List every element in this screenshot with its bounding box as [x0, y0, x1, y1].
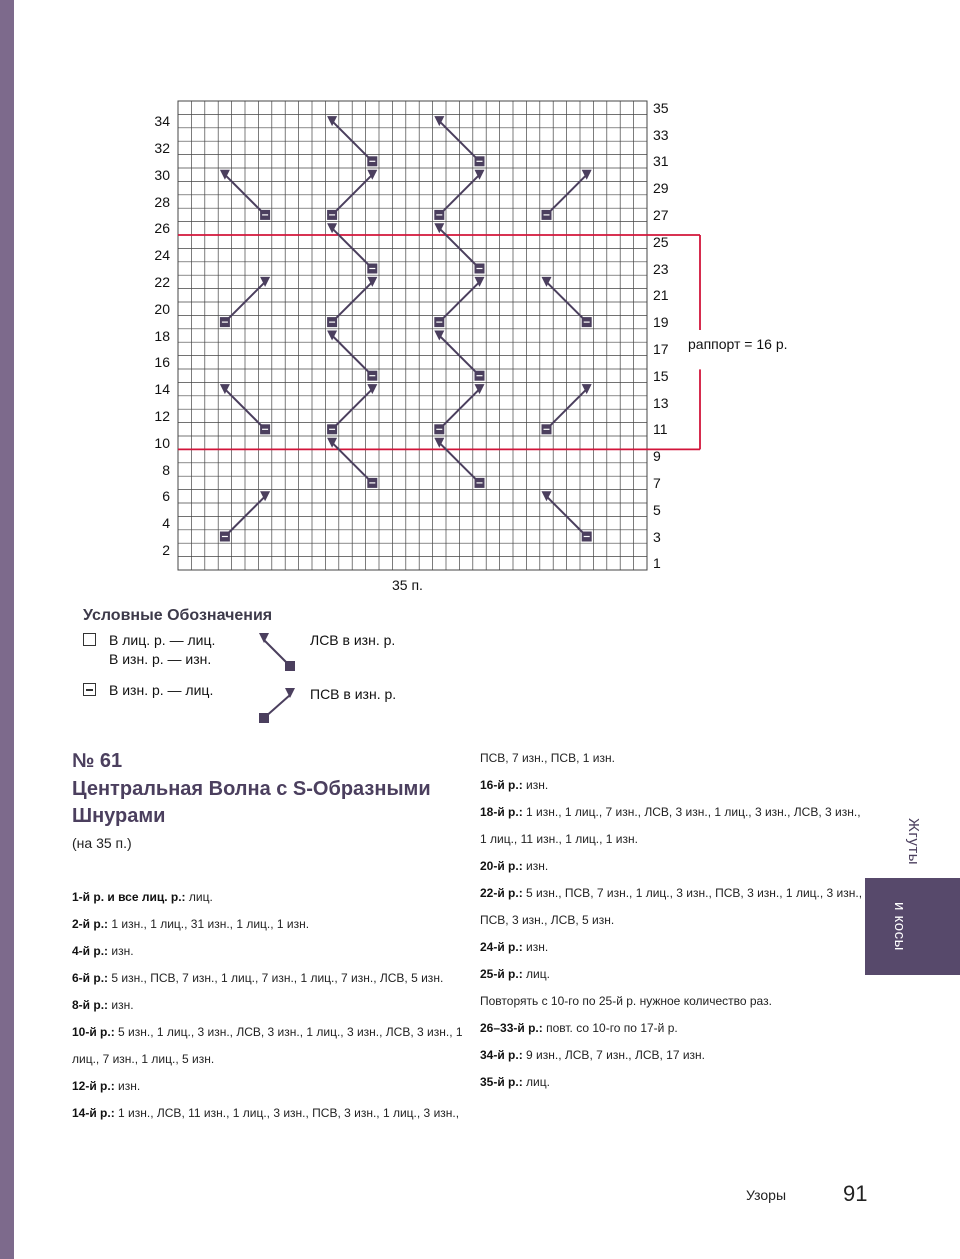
row-number-left: 24 — [154, 247, 170, 264]
row-number-right: 11 — [653, 421, 668, 438]
knit-stitch-icon — [83, 633, 96, 646]
row-number-right: 19 — [653, 314, 669, 331]
row-number-right: 29 — [653, 180, 669, 197]
row-number-left: 14 — [154, 381, 170, 398]
instruction-row-label: 4-й р.: — [72, 944, 109, 958]
instruction-line — [480, 853, 870, 880]
row-number-right: 1 — [653, 555, 661, 572]
row-number-left: 10 — [154, 434, 170, 451]
instruction-text: изн. — [108, 998, 134, 1012]
stitch-count-label: 35 п. — [392, 577, 423, 593]
instruction-text: 1 изн., 1 лиц., 7 изн., ЛСВ, 3 изн., 1 лиц., 3 изн., ЛСВ, 3 изн., 1 лиц., 11 изн., 1 лиц., 1 изн. — [480, 805, 861, 846]
instruction-line — [480, 772, 870, 799]
instruction-row-label: 35-й р.: — [480, 1075, 523, 1089]
legend-knit-line1: В лиц. р. — лиц. — [109, 632, 216, 648]
lsv-cable-icon — [250, 630, 300, 730]
instruction-row-label: 1-й р. и все лиц. р.: — [72, 890, 186, 904]
instruction-line — [480, 1042, 870, 1069]
instruction-row-label: 18-й р.: — [480, 805, 523, 819]
instructions-right-column — [480, 745, 870, 1096]
instruction-row-label: 24-й р.: — [480, 940, 523, 954]
instruction-text: повт. со 10-го по 17-й р. — [542, 1021, 678, 1035]
row-number-left: 32 — [154, 139, 170, 156]
instruction-text: лиц. — [522, 967, 550, 981]
chart-grid-border — [178, 101, 647, 570]
instruction-text: 5 изн., 1 лиц., 3 изн., ЛСВ, 3 изн., 1 лиц., 3 изн., ЛСВ, 3 изн., 1 лиц., 7 изн., 1 лиц., 5 изн. — [72, 1025, 463, 1066]
instruction-text: лиц. — [185, 890, 213, 904]
instruction-row-label: 16-й р.: — [480, 778, 523, 792]
row-number-right: 17 — [653, 340, 669, 357]
instruction-text: 9 изн., ЛСВ, 7 изн., ЛСВ, 17 изн. — [522, 1048, 706, 1062]
footer-section: Узоры — [746, 1187, 787, 1203]
instruction-line — [72, 1019, 472, 1073]
instruction-row-label: 34-й р.: — [480, 1048, 523, 1062]
row-number-right: 31 — [653, 153, 669, 170]
instruction-text: изн. — [522, 778, 549, 792]
row-number-left: 8 — [162, 461, 170, 478]
instruction-line — [480, 961, 870, 988]
instruction-line — [480, 988, 870, 1015]
instruction-text: 1 изн., ЛСВ, 11 изн., 1 лиц., 3 изн., ПСВ, 3 изн., 1 лиц., 3 изн., — [114, 1106, 460, 1120]
row-number-left: 6 — [162, 488, 170, 505]
row-number-left: 26 — [154, 220, 170, 237]
row-number-right: 15 — [653, 367, 669, 384]
instruction-line — [480, 880, 870, 934]
row-number-left: 22 — [154, 273, 170, 290]
instruction-line — [480, 745, 870, 772]
instruction-line — [72, 884, 472, 911]
pattern-title: Центральная Волна с S-Образными Шнурами — [72, 778, 431, 827]
pattern-number: № 61 — [72, 750, 123, 772]
instruction-text: изн. — [108, 944, 134, 958]
instruction-text: ПСВ, 7 изн., ПСВ, 1 изн. — [480, 751, 615, 765]
row-number-right: 13 — [653, 394, 669, 411]
instruction-text: изн. — [114, 1079, 141, 1093]
row-number-right: 25 — [653, 233, 669, 250]
instruction-text: лиц. — [522, 1075, 550, 1089]
instruction-row-label: 20-й р.: — [480, 859, 523, 873]
instruction-text: изн. — [522, 859, 549, 873]
legend-knit-line2: В изн. р. — изн. — [109, 651, 212, 667]
side-tab-bottom: и косы — [891, 902, 908, 951]
instruction-line — [72, 992, 472, 1019]
side-tab-box — [865, 878, 960, 975]
row-number-left: 18 — [154, 327, 170, 344]
instruction-row-label: 10-й р.: — [72, 1025, 115, 1039]
instruction-row-label: 22-й р.: — [480, 886, 523, 900]
legend-title: Условные Обозначения — [83, 607, 273, 624]
purl-stitch-icon — [83, 683, 96, 696]
row-number-left: 4 — [162, 515, 170, 532]
instruction-line — [480, 1069, 870, 1096]
instruction-text: 1 изн., 1 лиц., 31 изн., 1 лиц., 1 изн. — [108, 917, 310, 931]
row-number-right: 5 — [653, 501, 661, 518]
legend-knit-text — [109, 631, 215, 669]
row-number-left: 34 — [154, 113, 170, 130]
row-number-left: 20 — [154, 300, 170, 317]
instruction-row-label: 25-й р.: — [480, 967, 523, 981]
instruction-row-label: 6-й р.: — [72, 971, 109, 985]
instruction-row-label: 2-й р.: — [72, 917, 109, 931]
legend-lsv-text: ЛСВ в изн. р. — [310, 632, 396, 648]
instruction-row-label: 26–33-й р.: — [480, 1021, 543, 1035]
instruction-text: 5 изн., ПСВ, 7 изн., 1 лиц., 7 изн., 1 лиц., 7 изн., ЛСВ, 5 изн. — [108, 971, 444, 985]
instruction-text: 5 изн., ПСВ, 7 изн., 1 лиц., 3 изн., ПСВ, 3 изн., 1 лиц., 3 изн., ПСВ, 3 изн., ЛСВ, 5 изн. — [480, 886, 863, 927]
instruction-line — [72, 1073, 472, 1100]
row-number-right: 23 — [653, 260, 669, 277]
instruction-line — [72, 911, 472, 938]
row-number-left: 12 — [154, 407, 170, 424]
instruction-text: изн. — [522, 940, 549, 954]
row-number-right: 21 — [653, 287, 669, 304]
repeat-label: раппорт = 16 р. — [688, 336, 788, 352]
side-tab-top: Жгуты — [905, 817, 922, 865]
row-number-right: 27 — [653, 206, 669, 223]
instruction-line — [72, 1100, 472, 1127]
instruction-line — [480, 934, 870, 961]
row-number-right: 35 — [653, 99, 669, 116]
instruction-row-label: 12-й р.: — [72, 1079, 115, 1093]
instruction-line — [72, 965, 472, 992]
row-number-left: 30 — [154, 166, 170, 183]
instruction-line — [72, 938, 472, 965]
row-number-right: 9 — [653, 448, 661, 465]
row-number-left: 2 — [162, 541, 170, 558]
row-number-left: 28 — [154, 193, 170, 210]
instruction-text: Повторять с 10-го по 25-й р. нужное количество раз. — [480, 994, 772, 1008]
instruction-row-label: 8-й р.: — [72, 998, 109, 1012]
row-number-left: 16 — [154, 354, 170, 371]
legend-purl-text: В изн. р. — лиц. — [109, 682, 214, 698]
instruction-line — [480, 1015, 870, 1042]
instruction-row-label: 14-й р.: — [72, 1106, 115, 1120]
instructions-left-column — [72, 884, 472, 1127]
row-number-right: 7 — [653, 474, 661, 491]
pattern-stitch-count: (на 35 п.) — [72, 835, 132, 851]
instruction-line — [480, 799, 870, 853]
page-number: 91 — [843, 1181, 868, 1206]
row-number-right: 3 — [653, 528, 661, 545]
legend-psv-text: ПСВ в изн. р. — [310, 686, 397, 702]
row-number-right: 33 — [653, 126, 669, 143]
